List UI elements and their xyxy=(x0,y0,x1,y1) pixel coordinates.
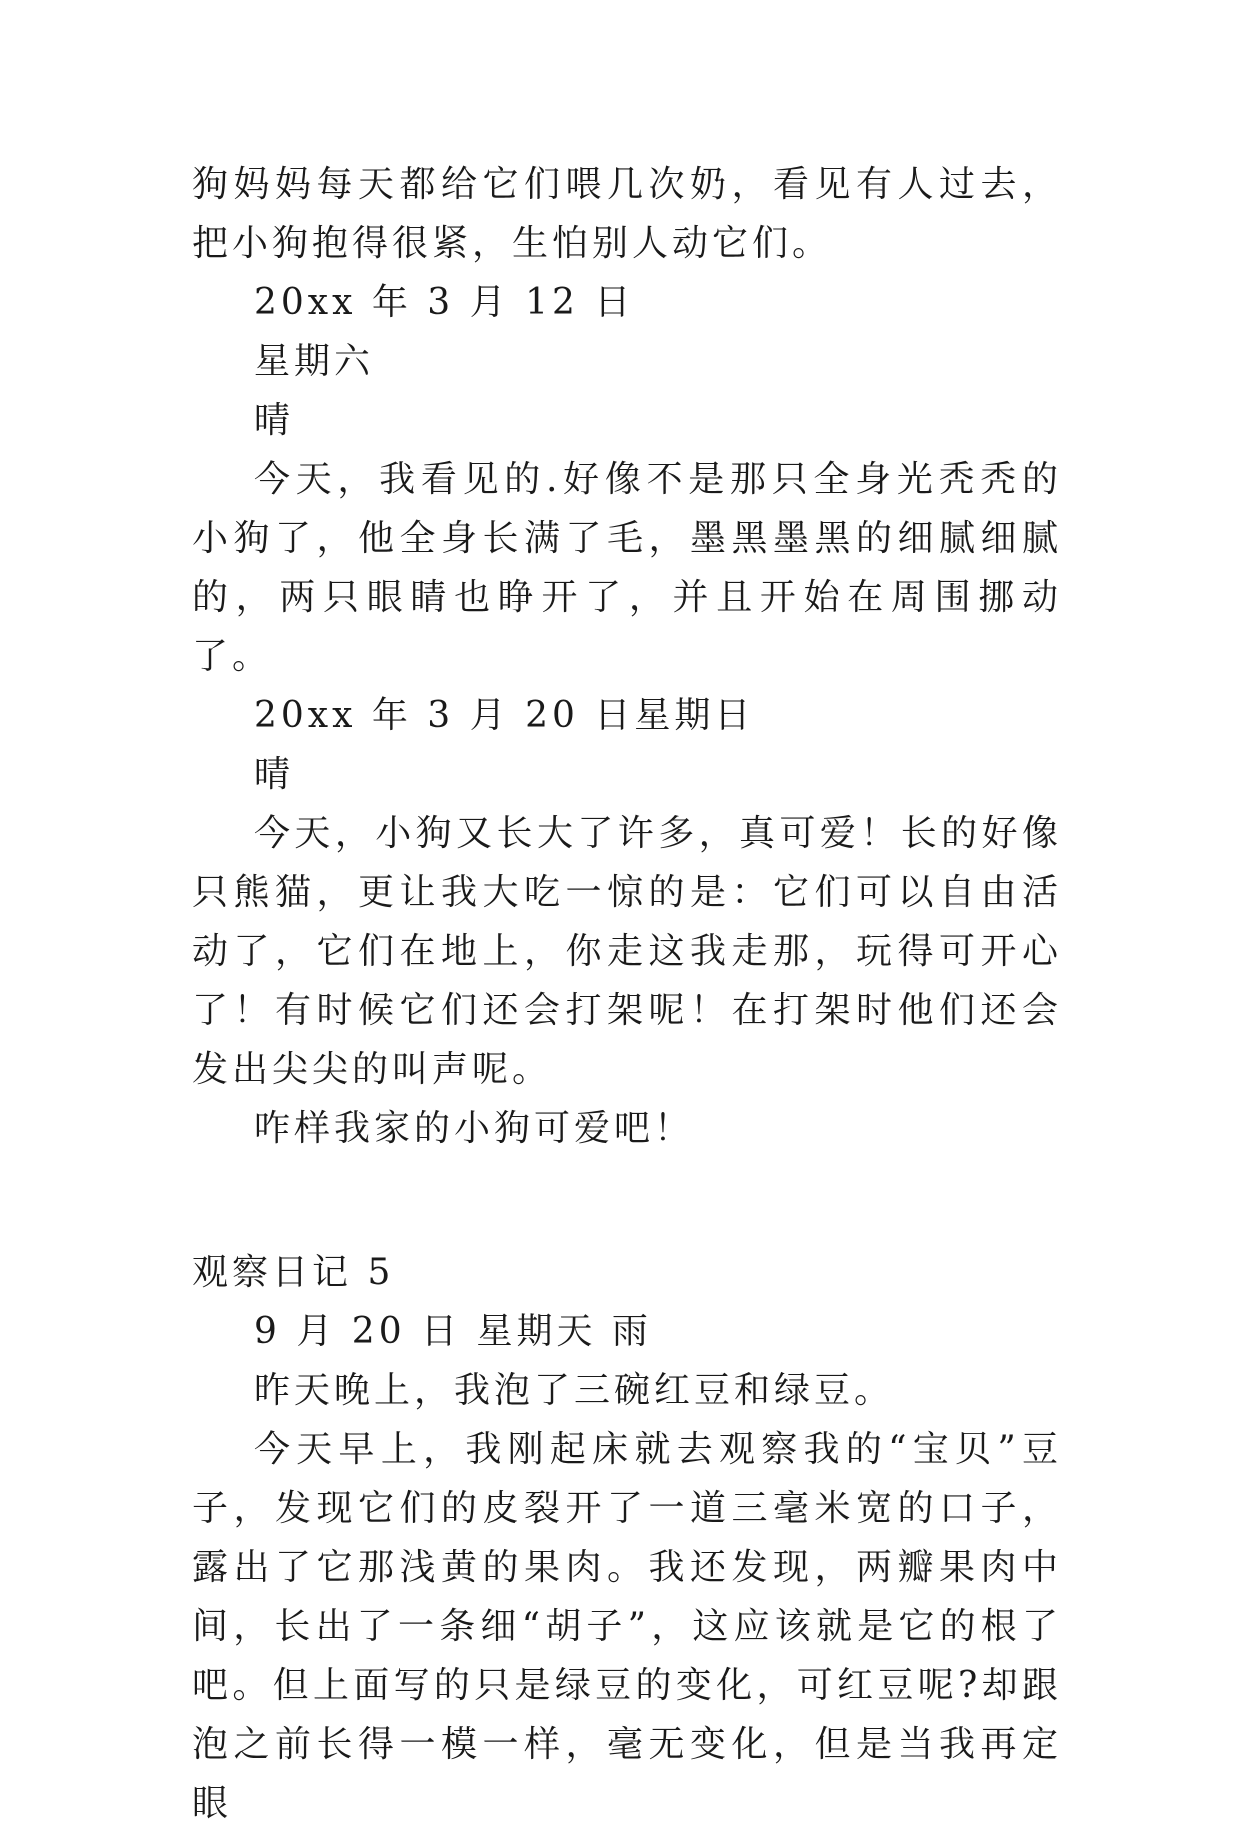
diary-weather: 晴 xyxy=(254,754,295,795)
diary-weekday: 星期六 xyxy=(254,341,375,382)
diary-date: 20xx 年 3 月 12 日 xyxy=(254,282,635,323)
diary-weather: 晴 xyxy=(254,400,295,441)
paragraph: 今天，小狗又长大了许多，真可爱！长的好像只熊猫，更让我大吃一惊的是：它们可以自由活动了，它们在地上，你走这我走那，玩得可开心了！有时候它们还会打架呢！在打架时他们还会发出尖尖的叫声呢。 xyxy=(192,813,1062,1090)
paragraph: 狗妈妈每天都给它们喂几次奶，看见有人过去，把小狗抱得很紧，生怕别人动它们。 xyxy=(192,164,1062,264)
paragraph: 昨天晚上，我泡了三碗红豆和绿豆。 xyxy=(254,1370,895,1411)
paragraph: 今天早上，我刚起床就去观察我的“宝贝”豆子，发现它们的皮裂开了一道三毫米宽的口子，露出了它那浅黄的果肉。我还发现，两瓣果肉中间，长出了一条细“胡子”，这应该就是它的根了吧。但上面写的只是绿豆的变化，可红豆呢?却跟泡之前长得一模一样，毫无变化，但是当我再定眼 xyxy=(192,1429,1062,1824)
diary-date: 9 月 20 日 星期天 雨 xyxy=(254,1311,652,1352)
paragraph: 今天，我看见的.好像不是那只全身光秃秃的小狗了，他全身长满了毛，墨黑墨黑的细腻细腻的，两只眼睛也睁开了，并且开始在周围挪动了。 xyxy=(192,459,1062,677)
diary-date: 20xx 年 3 月 20 日星期日 xyxy=(254,695,755,736)
document-page xyxy=(192,155,1062,1833)
paragraph: 咋样我家的小狗可爱吧！ xyxy=(254,1108,695,1149)
section-title: 观察日记 5 xyxy=(192,1252,395,1293)
section-gap xyxy=(192,1158,1062,1243)
